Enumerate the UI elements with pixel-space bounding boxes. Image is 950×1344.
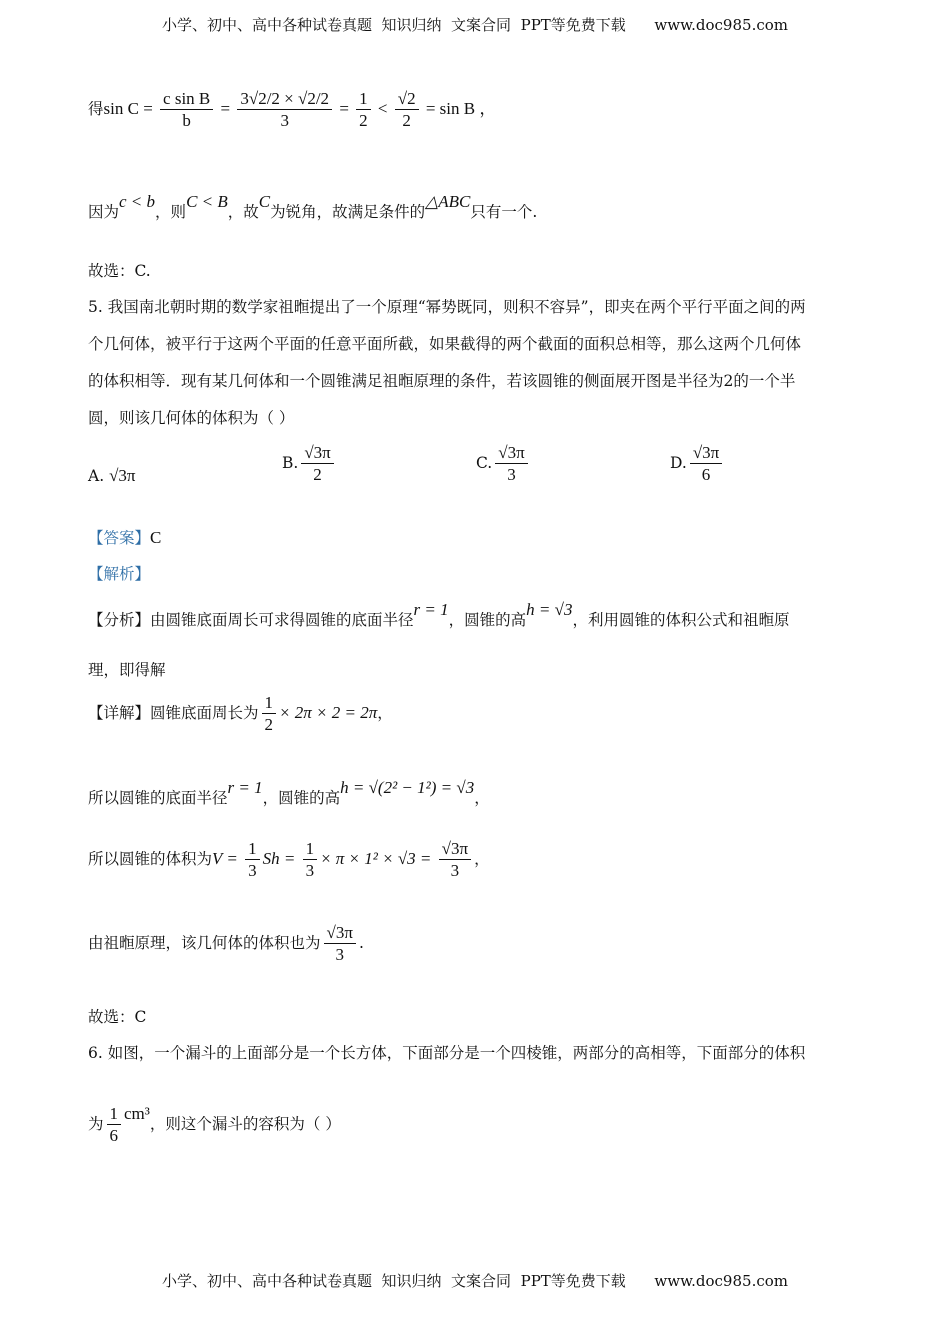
math: C < B — [186, 192, 228, 211]
option-label: C. — [476, 453, 493, 472]
volume-line — [88, 838, 490, 882]
fraction — [395, 88, 419, 132]
math: r = 1 — [227, 778, 263, 797]
option-a[interactable] — [88, 466, 135, 486]
choose-line-2: 故选：C — [88, 1008, 147, 1026]
fraction — [107, 1103, 122, 1147]
answer-value: C — [150, 528, 162, 547]
text: 所以圆锥的底面半径 — [88, 789, 228, 807]
math: c < b — [119, 192, 156, 211]
reason-line — [88, 192, 538, 222]
math: h = √(2² − 1²) = √3 — [340, 778, 475, 797]
option-label: A. — [88, 467, 105, 485]
option-value: √3π — [109, 466, 136, 485]
text: 只有一个. — [470, 203, 538, 221]
math: sin C = — [103, 98, 158, 118]
answer-line — [88, 526, 161, 548]
question-5-line-4: 圆，则该几何体的体积为（ ） — [88, 409, 295, 427]
option-label: D. — [670, 453, 687, 472]
xiangjie-line — [88, 692, 393, 736]
numerator: 1 — [303, 838, 318, 860]
page-footer: 小学、初中、高中各种试卷真题 知识归纳 文案合同 PPT等免费下载 www.doc985.com — [161, 1272, 788, 1290]
numerator: 1 — [245, 838, 260, 860]
fraction — [301, 442, 333, 486]
numerator: 3√2/2 × √2/2 — [237, 88, 332, 110]
numerator: √3π — [439, 838, 471, 860]
denominator: 3 — [305, 861, 315, 881]
numerator: √2 — [395, 88, 419, 110]
text: ，则这个漏斗的容积为（ ） — [149, 1114, 341, 1133]
unit: cm³ — [124, 1103, 150, 1123]
numerator: c sin B — [160, 88, 213, 110]
text: ，利用圆锥的体积公式和祖暅原 — [572, 611, 790, 629]
math: r = 1 — [413, 600, 449, 619]
denominator: 3 — [335, 945, 344, 965]
page-header: 小学、初中、高中各种试卷真题 知识归纳 文案合同 PPT等免费下载 www.doc985.com — [161, 16, 788, 34]
question-5-line-3: 的体积相等．现有某几何体和一个圆锥满足祖暅原理的条件，若该圆锥的侧面展开图是半径为2的一个半 — [88, 372, 796, 390]
fraction — [356, 88, 371, 132]
denominator: 3 — [450, 861, 460, 881]
math: △ABC — [425, 192, 471, 211]
text: ，则 — [155, 203, 187, 221]
text: 为 — [88, 1114, 104, 1133]
fraction — [237, 88, 332, 132]
fraction — [303, 838, 318, 882]
text: 由圆锥底面周长可求得圆锥的底面半径 — [150, 611, 414, 629]
fraction — [262, 692, 277, 736]
radius-line — [88, 778, 490, 808]
numerator: 1 — [107, 1103, 122, 1125]
denominator: 3 — [507, 465, 516, 485]
fraction — [160, 88, 213, 132]
question-5-line-2: 个几何体，被平行于这两个平面的任意平面所截，如果截得的两个截面的面积总相等，那么这两个几何体 — [88, 335, 802, 353]
text: ，圆锥的高 — [262, 789, 341, 807]
choose-line: 故选：C. — [88, 262, 151, 280]
fenxi-line — [88, 600, 790, 630]
tag: 【详解】 — [88, 703, 151, 722]
fenxi-line-2: 理，即得解 — [88, 661, 166, 679]
text: 得 — [88, 99, 104, 118]
denominator: 6 — [701, 465, 711, 485]
option-c[interactable] — [476, 442, 531, 486]
question-6-line-2 — [88, 1103, 341, 1147]
option-b[interactable] — [282, 442, 337, 486]
question-5-line-1: 5. 我国南北朝时期的数学家祖暅提出了一个原理“幂势既同，则积不容异”，即夹在两个平行平面之间的两 — [88, 298, 806, 316]
option-d[interactable] — [670, 442, 725, 486]
numerator: 1 — [356, 88, 371, 110]
text: 圆锥底面周长为 — [150, 703, 259, 722]
fraction — [245, 838, 260, 882]
denominator: 6 — [109, 1126, 119, 1146]
math: V = — [212, 848, 243, 868]
math: h = √3 — [526, 600, 573, 619]
numerator: 1 — [262, 692, 277, 714]
math: C — [258, 192, 271, 211]
text: 由祖暅原理，该几何体的体积也为 — [88, 933, 321, 952]
option-label: B. — [282, 453, 299, 472]
denominator: 3 — [248, 861, 257, 881]
math: = — [335, 98, 354, 118]
text: 为锐角，故满足条件的 — [270, 203, 426, 221]
math: × π × 1² × √3 = — [320, 848, 436, 868]
zugeng-line — [88, 922, 364, 966]
fraction — [690, 442, 722, 486]
denominator: 2 — [402, 111, 411, 131]
fraction — [439, 838, 471, 882]
text: . — [358, 933, 364, 952]
text: ， — [474, 789, 490, 807]
denominator: 2 — [359, 111, 368, 131]
numerator: √3π — [324, 922, 356, 944]
analysis-tag: 【解析】 — [88, 565, 151, 583]
fraction — [495, 442, 527, 486]
math: = sin B ， — [421, 98, 497, 118]
tag: 【分析】 — [88, 611, 151, 629]
question-6-line-1: 6. 如图，一个漏斗的上面部分是一个长方体，下面部分是一个四棱锥，两部分的高相等，下面部分的体积 — [88, 1044, 806, 1062]
numerator: √3π — [495, 442, 527, 464]
numerator: √3π — [301, 442, 333, 464]
math: < — [373, 98, 392, 118]
numerator: √3π — [690, 442, 722, 464]
text: ，圆锥的高 — [448, 611, 527, 629]
denominator: 3 — [280, 111, 289, 131]
sin-c-equation — [88, 88, 496, 132]
math: = — [216, 98, 235, 118]
denominator: b — [182, 111, 191, 131]
answer-tag: 【答案】 — [88, 529, 151, 547]
denominator: 2 — [264, 715, 274, 735]
text: 所以圆锥的体积为 — [88, 849, 213, 868]
text: ， — [474, 849, 490, 868]
math: Sh = — [262, 848, 300, 868]
math: × 2π × 2 = 2π — [279, 702, 378, 722]
text: ，故 — [227, 203, 259, 221]
text: 因为 — [88, 203, 120, 221]
fraction — [324, 922, 356, 966]
denominator: 2 — [313, 465, 322, 485]
text: ， — [377, 703, 393, 722]
